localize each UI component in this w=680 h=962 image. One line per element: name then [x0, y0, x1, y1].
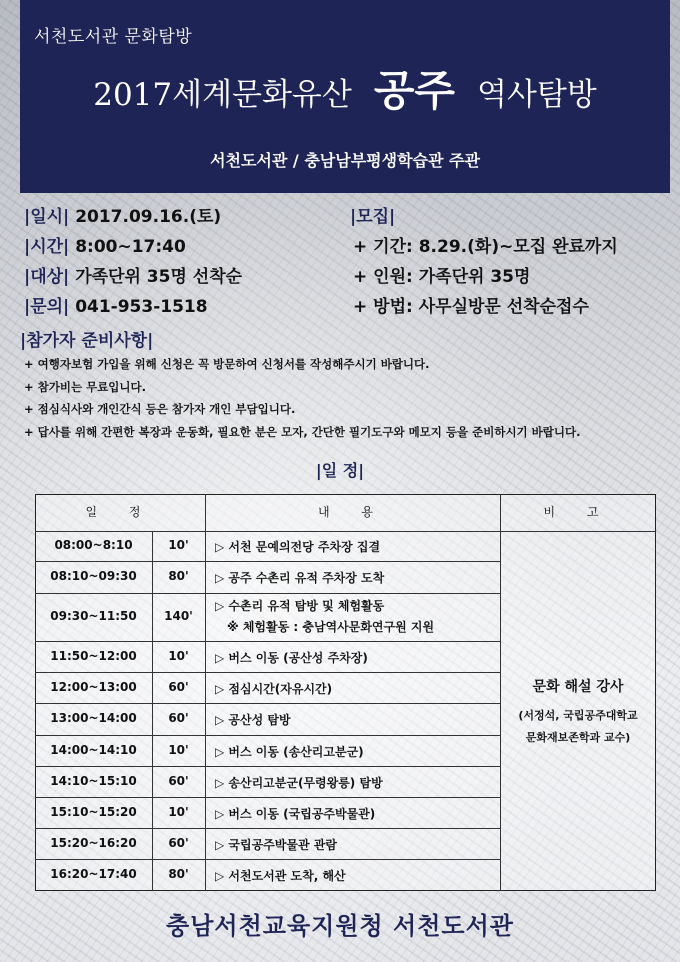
prep-list	[24, 353, 580, 443]
prep-item: + 참가비는 무료입니다.	[24, 379, 146, 394]
cell-time: 09:30~11:50	[50, 609, 137, 623]
info-contact-key: |문의|	[24, 297, 70, 317]
banner-subtitle: 서천도서관 문화탐방	[34, 27, 193, 47]
info-target-value: 가족단위 35명 선착순	[75, 267, 243, 287]
prep-heading: |참가자 준비사항|	[20, 331, 154, 351]
recruit-method: + 방법: 사무실방문 선착순접수	[353, 297, 589, 317]
recruit-period: + 기간: 8.29.(화)~모집 완료까지	[353, 237, 618, 257]
info-contact	[24, 292, 208, 317]
prep-item: + 여행자보험 가입을 위해 신청은 꼭 방문하여 신청서를 작성해주시기 바랍니다.	[24, 357, 430, 371]
info-time-key: |시간|	[24, 237, 70, 257]
cell-content: ▷ 공산성 탐방	[215, 713, 291, 727]
cell-duration: 140'	[164, 609, 193, 623]
cell-content: ▷ 버스 이동 (공산성 주차장)	[215, 650, 368, 665]
info-date-value: 2017.09.16.(토)	[75, 207, 222, 227]
header-banner	[20, 0, 670, 193]
cell-content-note: ※ 체험활동 : 충남역사문화연구원 지원	[227, 620, 435, 634]
cell-time: 15:20~16:20	[50, 835, 137, 850]
title-prefix: 2017세계문화유산	[93, 77, 352, 113]
cell-duration: 60'	[168, 679, 189, 694]
note-line1: (서정석, 국립공주대학교	[518, 709, 638, 722]
cell-content: ▷ 공주 수촌리 유적 주차장 도착	[215, 571, 385, 585]
note-title: 문화 해설 강사	[532, 679, 624, 695]
cell-duration: 10'	[168, 742, 189, 757]
cell-time: 16:20~17:40	[50, 866, 137, 881]
cell-content: ▷ 버스 이동 (국립공주박물관)	[215, 806, 376, 821]
prep-item: + 답사를 위해 간편한 복장과 운동화, 필요한 분은 모자, 간단한 필기도구와 메모지 등을 준비하시기 바랍니다.	[24, 424, 581, 439]
banner-title	[20, 58, 670, 118]
cell-time: 08:10~09:30	[50, 569, 137, 583]
cell-time: 08:00~8:10	[54, 538, 133, 552]
cell-content: ▷ 버스 이동 (송산리고분군)	[215, 744, 364, 759]
cell-duration: 10'	[168, 804, 189, 819]
cell-content: ▷ 국립공주박물관 관람	[215, 837, 337, 852]
footer-organization: 충남서천교육지원청 서천도서관	[166, 911, 514, 940]
cell-time: 14:10~15:10	[50, 773, 137, 788]
cell-duration: 60'	[168, 711, 189, 725]
cell-time: 14:00~14:10	[50, 742, 137, 757]
cell-duration: 10'	[168, 538, 189, 552]
recruit-count: + 인원: 가족단위 35명	[353, 267, 531, 287]
info-target-key: |대상|	[24, 267, 70, 287]
prep-item: + 점심식사와 개인간식 등은 참가자 개인 부담입니다.	[24, 402, 296, 416]
cell-duration: 10'	[168, 648, 189, 663]
info-time-value: 8:00~17:40	[75, 237, 186, 257]
cell-time: 15:10~15:20	[50, 804, 137, 819]
cell-duration: 80'	[168, 569, 189, 583]
info-date	[24, 202, 221, 227]
cell-time: 12:00~13:00	[50, 679, 137, 694]
schedule-heading: |일 정|	[315, 461, 365, 480]
title-highlight: 공주	[373, 66, 455, 115]
cell-time: 13:00~14:00	[50, 711, 137, 725]
title-suffix: 역사탐방	[476, 77, 597, 113]
cell-duration: 60'	[168, 773, 189, 788]
cell-content: ▷ 서천도서관 도착, 해산	[215, 868, 346, 883]
header-content: 내 용	[318, 505, 387, 519]
recruit-heading-text: |모집|	[350, 207, 396, 227]
cell-content: ▷ 송산리고분군(무령왕릉) 탐방	[215, 775, 383, 790]
info-time	[24, 232, 186, 257]
cell-content: ▷ 서천 문예의전당 주차장 집결	[215, 540, 381, 554]
cell-duration: 80'	[168, 866, 189, 881]
info-date-key: |일시|	[24, 207, 70, 227]
info-contact-value: 041-953-1518	[75, 297, 208, 317]
schedule-table	[35, 494, 656, 891]
header-schedule: 일 정	[85, 505, 155, 519]
cell-duration: 60'	[168, 835, 189, 850]
note-line2: 문화재보존학과 교수)	[525, 731, 631, 744]
banner-host: 서천도서관 / 충남남부평생학습관 주관	[210, 151, 480, 170]
info-target	[24, 262, 242, 287]
recruit-heading	[350, 202, 395, 227]
cell-time: 11:50~12:00	[50, 648, 137, 663]
cell-content: ▷ 점심시간(자유시간)	[215, 681, 333, 696]
cell-content: ▷ 수촌리 유적 탐방 및 체험활동	[215, 599, 385, 613]
header-note: 비 고	[543, 505, 613, 519]
